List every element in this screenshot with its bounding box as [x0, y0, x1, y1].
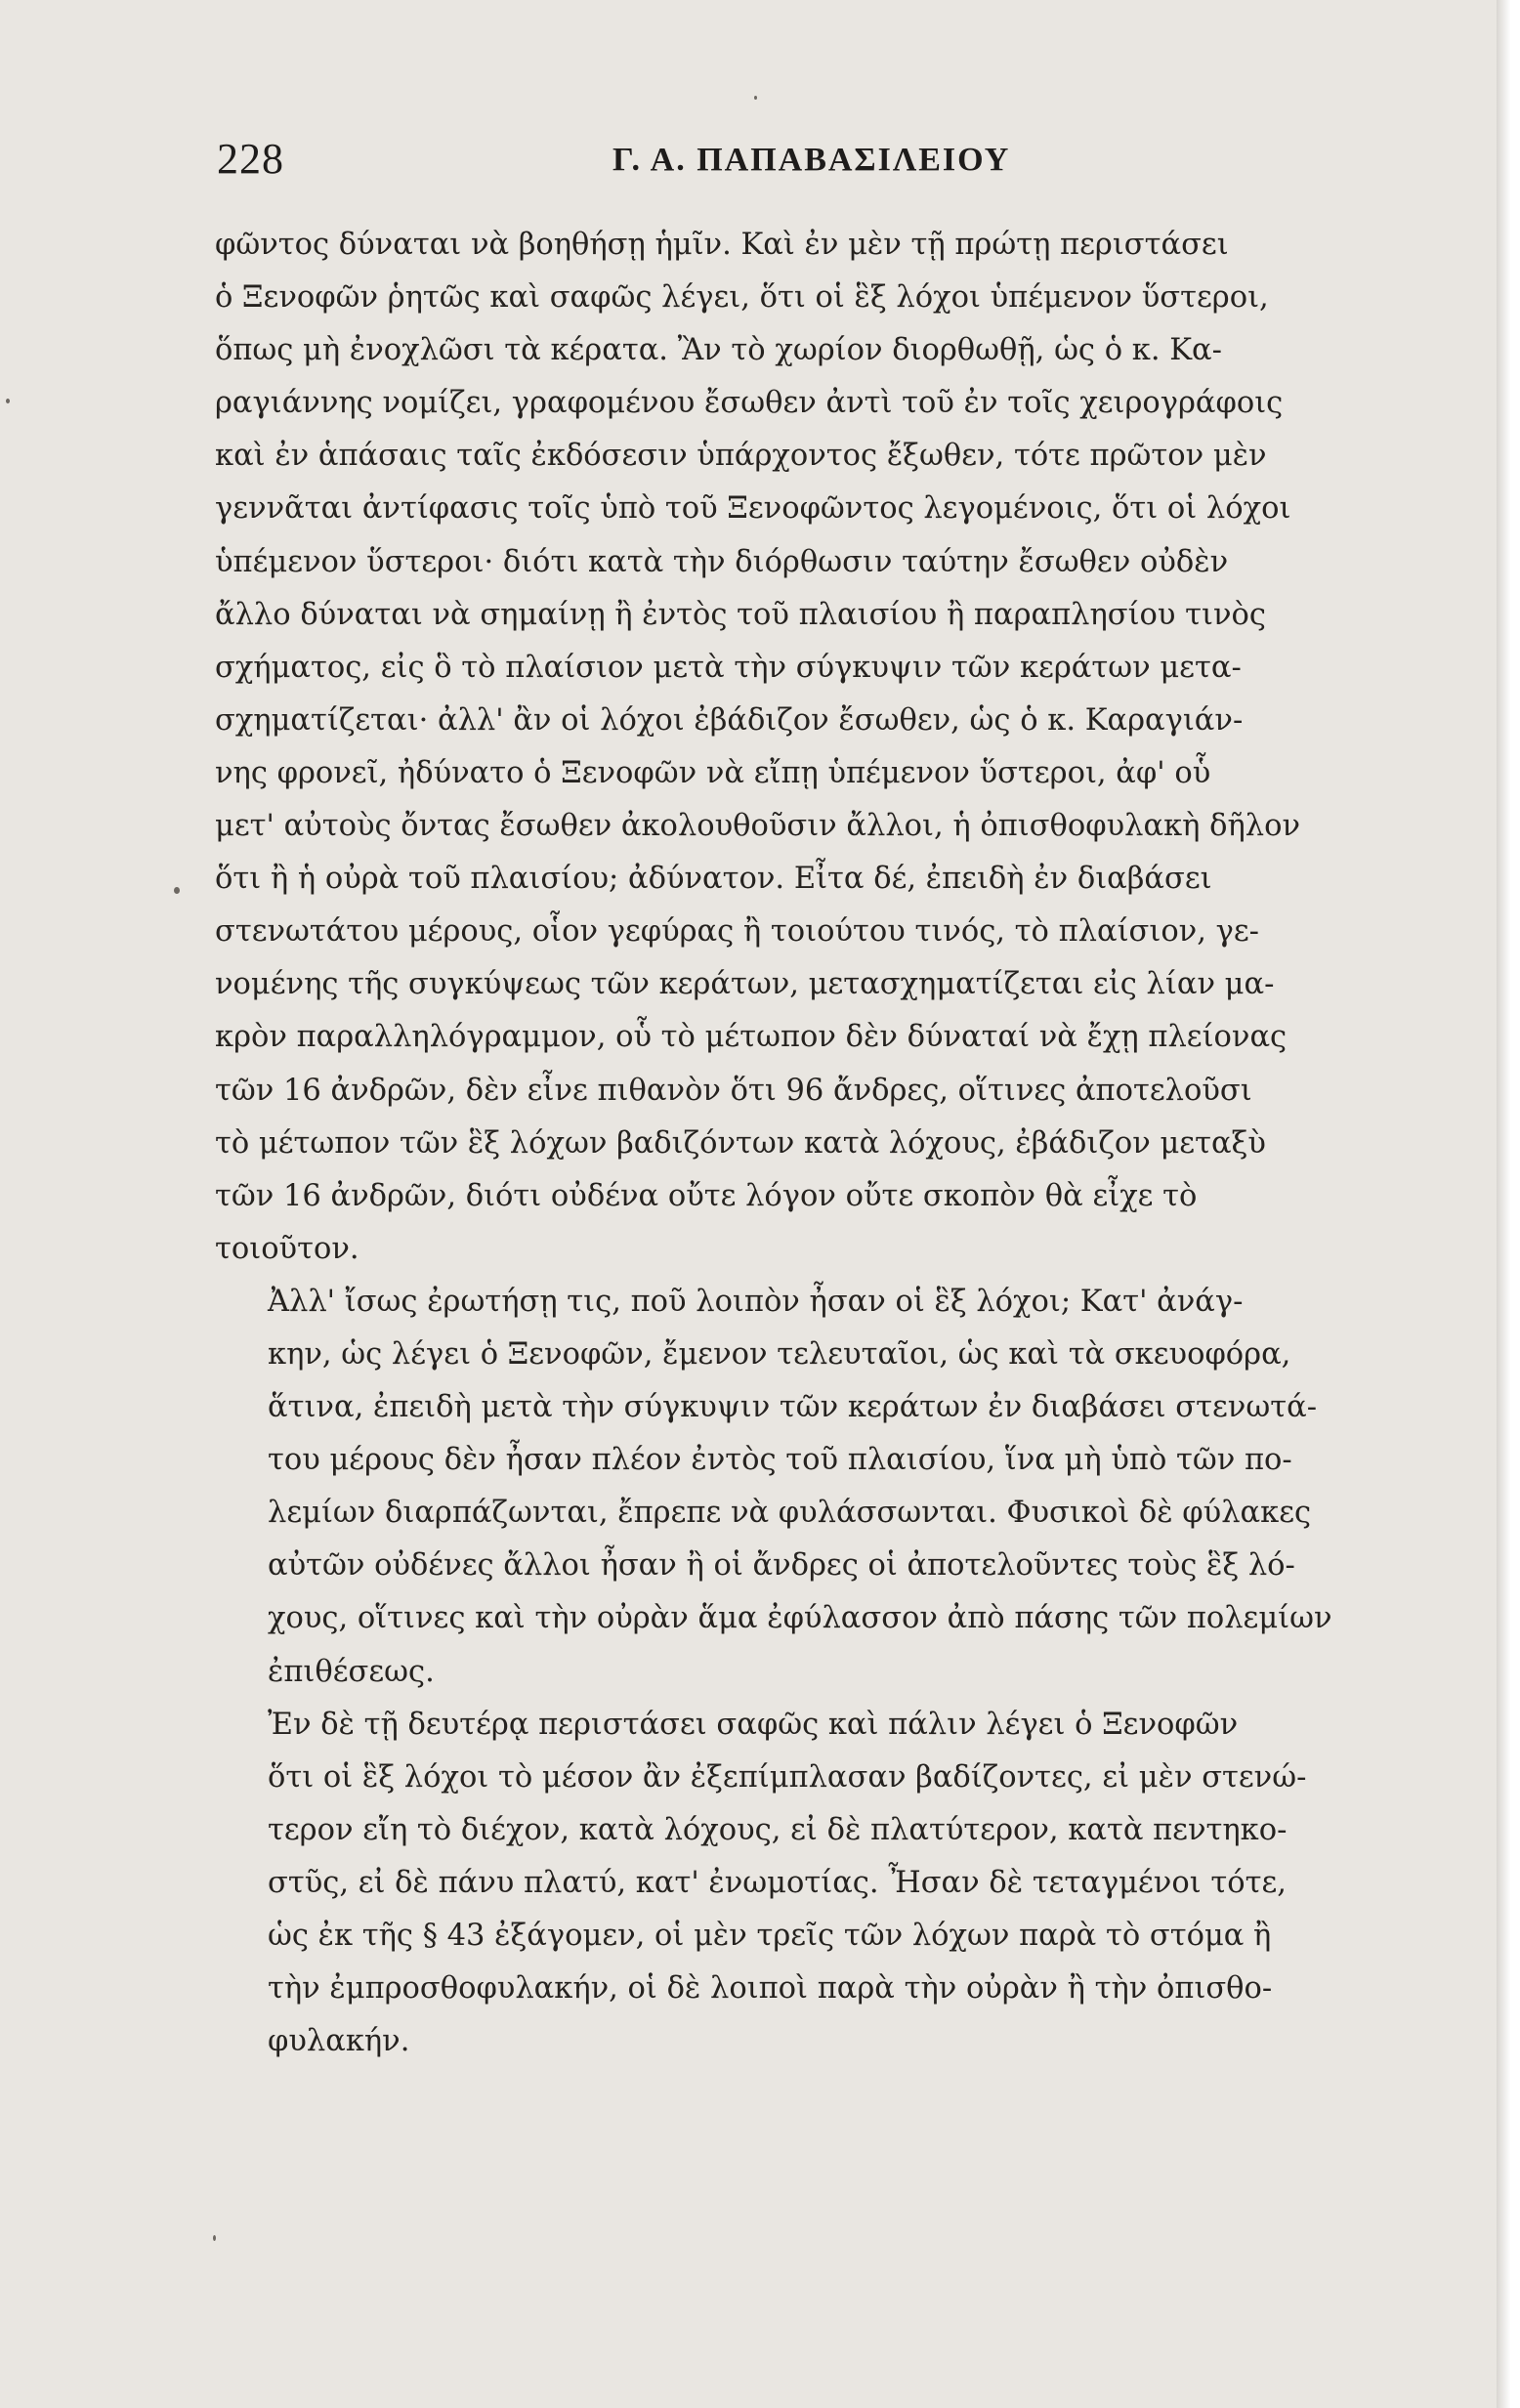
text-line: Ἐν δὲ τῇ δευτέρᾳ περιστάσει σαφῶς καὶ πάλιν λέγει ὁ Ξενοφῶν — [268, 1707, 1239, 1742]
running-head: Γ. Α. ΠΑΠΑΒΑΣΙΛΕΙΟΥ — [612, 142, 1011, 178]
ink-fleck — [213, 2235, 216, 2241]
text-line: νομένης τῆς συγκύψεως τῶν κεράτων, μετασχηματίζεται εἰς λίαν μα- — [215, 967, 1275, 1002]
text-line: μετ' αὐτοὺς ὄντας ἔσωθεν ἀκολουθοῦσιν ἄλλοι, ἡ ὀπισθοφυλακὴ δῆλον — [215, 809, 1300, 844]
paragraph-2 — [215, 1276, 1397, 1699]
text-line: σχηματίζεται· ἀλλ' ἂν οἱ λόχοι ἐβάδιζον ἔσωθεν, ὡς ὁ κ. Καραγιάν- — [215, 702, 1244, 738]
text-line: καὶ ἐν ἁπάσαις ταῖς ἐκδόσεσιν ὑπάρχοντος ἔξωθεν, τότε πρῶτον μὲν — [215, 439, 1267, 474]
text-line: χους, οἵτινες καὶ τὴν οὐρὰν ἅμα ἐφύλασσον ἀπὸ πάσης τῶν πολεμίων — [268, 1601, 1332, 1636]
text-line: ἅτινα, ἐπειδὴ μετὰ τὴν σύγκυψιν τῶν κεράτων ἐν διαβάσει στενωτά- — [268, 1390, 1317, 1425]
text-line: ὅτι ἢ ἡ οὐρὰ τοῦ πλαισίου; ἀδύνατον. Εἶτα δέ, ἐπειδὴ ἐν διαβάσει — [215, 862, 1212, 897]
text-line: Ἀλλ' ἴσως ἐρωτήσῃ τις, ποῦ λοιπὸν ἦσαν οἱ ἓξ λόχοι; Κατ' ἀνάγ- — [268, 1284, 1244, 1319]
text-line: τερον εἴη τὸ διέχον, κατὰ λόχους, εἰ δὲ πλατύτερον, κατὰ πεντηκο- — [268, 1812, 1288, 1847]
paragraph-3 — [215, 1699, 1397, 2069]
text-line: ἄλλο δύναται νὰ σημαίνῃ ἢ ἐντὸς τοῦ πλαισίου ἢ παραπλησίου τινὸς — [215, 597, 1266, 632]
text-line: στενωτάτου μέρους, οἷον γεφύρας ἢ τοιούτου τινός, τὸ πλαίσιον, γε- — [215, 914, 1259, 950]
ink-fleck — [6, 399, 10, 403]
text-line: ὑπέμενον ὕστεροι· διότι κατὰ τὴν διόρθωσιν ταύτην ἔσωθεν οὐδὲν — [215, 544, 1229, 579]
text-line: ἐπιθέσεως. — [268, 1654, 435, 1689]
text-line: ὅπως μὴ ἐνοχλῶσι τὰ κέρατα. Ἂν τὸ χωρίον διορθωθῇ, ὡς ὁ κ. Κα- — [215, 333, 1222, 368]
text-line: φυλακήν. — [268, 2024, 410, 2059]
paragraph-1 — [215, 219, 1397, 1276]
page-header — [217, 135, 1438, 193]
page-edge — [1497, 0, 1520, 2408]
text-line: στῦς, εἰ δὲ πάνυ πλατύ, κατ' ἐνωμοτίας. Ἦσαν δὲ τεταγμένοι τότε, — [268, 1865, 1287, 1900]
text-line: κρὸν παραλληλόγραμμον, οὗ τὸ μέτωπον δὲν δύναταί νὰ ἔχῃ πλείονας — [215, 1020, 1288, 1055]
text-line: ὁ Ξενοφῶν ῥητῶς καὶ σαφῶς λέγει, ὅτι οἱ ἓξ λόχοι ὑπέμενον ὕστεροι, — [215, 280, 1269, 316]
ink-fleck — [174, 887, 180, 894]
ink-fleck — [754, 96, 757, 100]
text-line: λεμίων διαρπάζωνται, ἔπρεπε νὰ φυλάσσωνται. Φυσικοὶ δὲ φύλακες — [268, 1496, 1312, 1531]
text-line: τὸ μέτωπον τῶν ἓξ λόχων βαδιζόντων κατὰ λόχους, ἐβάδιζον μεταξὺ — [215, 1125, 1266, 1161]
text-line: φῶντος δύναται νὰ βοηθήσῃ ἡμῖν. Καὶ ἐν μὲν τῇ πρώτῃ περιστάσει — [215, 228, 1229, 262]
text-line: κην, ὡς λέγει ὁ Ξενοφῶν, ἔμενον τελευταῖοι, ὡς καὶ τὰ σκευοφόρα, — [268, 1336, 1291, 1372]
page-number: 228 — [217, 135, 284, 183]
text-line: γεννᾶται ἀντίφασις τοῖς ὑπὸ τοῦ Ξενοφῶντος λεγομένοις, ὅτι οἱ λόχοι — [215, 491, 1291, 527]
text-line: αὐτῶν οὐδένες ἄλλοι ἦσαν ἢ οἱ ἄνδρες οἱ ἀποτελοῦντες τοὺς ἓξ λό- — [268, 1548, 1295, 1584]
text-line: τοιοῦτον. — [215, 1231, 359, 1266]
text-line: νης φρονεῖ, ἠδύνατο ὁ Ξενοφῶν νὰ εἴπῃ ὑπέμενον ὕστεροι, ἀφ' οὗ — [215, 755, 1211, 790]
text-line: τῶν 16 ἀνδρῶν, διότι οὐδένα οὔτε λόγον οὔτε σκοπὸν θὰ εἶχε τὸ — [215, 1178, 1198, 1213]
text-line: σχήματος, εἰς ὃ τὸ πλαίσιον μετὰ τὴν σύγκυψιν τῶν κεράτων μετα- — [215, 650, 1242, 685]
text-line: τῶν 16 ἀνδρῶν, δὲν εἶνε πιθανὸν ὅτι 96 ἄνδρες, οἵτινες ἀποτελοῦσι — [215, 1073, 1252, 1108]
text-line: τὴν ἐμπροσθοφυλακήν, οἱ δὲ λοιποὶ παρὰ τὴν οὐρὰν ἢ τὴν ὀπισθο- — [268, 1971, 1273, 2007]
body-text — [215, 219, 1397, 2068]
text-line: ραγιάννης νομίζει, γραφομένου ἔσωθεν ἀντὶ τοῦ ἐν τοῖς χειρογράφοις — [215, 386, 1284, 421]
text-line: ὅτι οἱ ἓξ λόχοι τὸ μέσον ἂν ἐξεπίμπλασαν βαδίζοντες, εἰ μὲν στενώ- — [268, 1759, 1307, 1795]
text-line: ὡς ἐκ τῆς § 43 ἐξάγομεν, οἱ μὲν τρεῖς τῶν λόχων παρὰ τὸ στόμα ἢ — [268, 1919, 1272, 1953]
text-line: του μέρους δὲν ἦσαν πλέον ἐντὸς τοῦ πλαισίου, ἵνα μὴ ὑπὸ τῶν πο- — [268, 1443, 1292, 1478]
